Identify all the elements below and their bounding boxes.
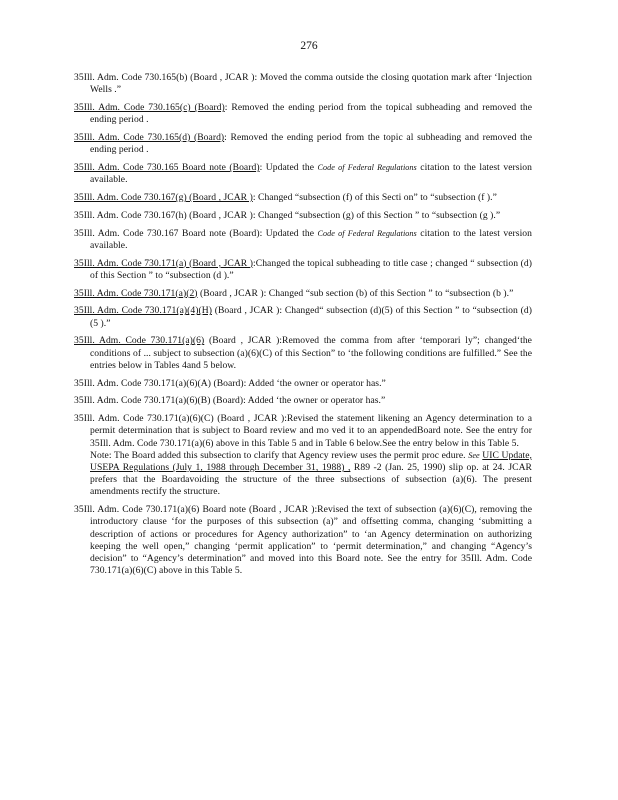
citation-reference: 35Ill. Adm. Code 730.165(c) (Board) bbox=[74, 102, 225, 113]
entry-text: : Removed the ending period from the topic al subheading and removed the ending period . bbox=[90, 132, 533, 156]
entry-text: 35Ill. Adm. Code 730.171(a)(6)(C) (Board , JCAR ):Revised the statement likening an Agency determination to a permit determination that is subject to Board review and mo ved it to an appendedBoard note. See the entry for 35Ill. Adm. Code 730.171(a)(6) above in this Table 5 and in Table 6 below.See the entry below in this Table 5. bbox=[74, 413, 532, 449]
amendment-entry bbox=[74, 305, 532, 329]
amendment-entry bbox=[74, 258, 532, 282]
entry-text: : Removed the ending period from the topical subheading and removed the ending period . bbox=[90, 102, 533, 126]
entry-text: Note: The Board added this subsection to clarify that Agency review uses the permit proc edure. bbox=[90, 449, 469, 461]
amendment-entry bbox=[74, 335, 532, 372]
amendment-entry bbox=[74, 395, 532, 407]
page-number: 276 bbox=[300, 40, 318, 52]
citation-reference: 35Ill. Adm. Code 730.167(g) (Board , JCAR ) bbox=[74, 192, 253, 203]
amendment-entry bbox=[74, 413, 532, 498]
entry-text: 35Ill. Adm. Code 730.171(a)(6)(B) (Board): Added ‘the owner or operator has.” bbox=[74, 395, 386, 407]
amendment-entry bbox=[74, 192, 532, 204]
amendment-entry bbox=[74, 288, 532, 300]
entry-text: citation to the latest version available. bbox=[90, 227, 532, 251]
entry-text: (Board , JCAR ): Changed“ subsection (d)(5) of this Section ” to “subsection (d)(5 ).” bbox=[90, 305, 532, 329]
amendment-entry bbox=[74, 102, 532, 126]
citation-reference: 35Ill. Adm. Code 730.171(a)(4)(H) bbox=[74, 305, 212, 317]
italic-term: Code of Federal Regulations bbox=[317, 163, 417, 172]
citation-reference: UIC Update, USEPA Regulations (July 1, 1988 through December 31, 1988) , bbox=[90, 449, 532, 473]
entry-text: : Changed “subsection (f) of this Secti on” to “subsection (f ).” bbox=[252, 192, 497, 203]
amendment-entry bbox=[74, 72, 532, 96]
entry-text: : Updated the bbox=[259, 162, 318, 173]
italic-term: See bbox=[468, 450, 480, 460]
entry-text: R89 -2 (Jan. 25, 1990) slip op. at 24. JCAR prefers that the Boardavoiding the structure of the three subsections of subsection (a)(6). The present amendments rectify the structure. bbox=[90, 462, 533, 498]
entry-text: 35Ill. Adm. Code 730.167(h) (Board , JCAR ): Changed “subsection (g) of this Section ” to “subsection (g ).” bbox=[74, 209, 501, 221]
entry-text: 35Ill. Adm. Code 730.171(a)(6) Board note (Board , JCAR ):Revised the text of subsection (a)(6)(C), removing the introductory clause ‘for the purposes of this subsection (a)” and offsetting comma, changing ‘submitting a description of actions or procedures for Agency authorization” to ‘an Agency determination on authorizing keeping the well open,” changing ‘permit application” to ‘permit determination,” and changing “Agency’s decision” to “Agency’s determination” and moved into this Board note. See the entry for 35Ill. Adm. Code 730.171(a)(6)(C) above in this Table 5. bbox=[74, 504, 532, 577]
entry-text: 35Ill. Adm. Code 730.165(b) (Board , JCAR ): Moved the comma outside the closing quotation mark after ‘Injection Wells .” bbox=[74, 72, 532, 96]
amendment-entry bbox=[74, 210, 532, 222]
amendment-entry bbox=[74, 228, 532, 252]
citation-reference: 35Ill. Adm. Code 730.165(d) (Board) bbox=[74, 132, 225, 143]
italic-term: Code of Federal Regulations bbox=[317, 228, 417, 238]
amendment-entry bbox=[74, 132, 532, 156]
entry-text: 35Ill. Adm. Code 730.171(a)(6)(A) (Board): Added ‘the owner or operator has.” bbox=[74, 377, 386, 389]
entry-text: citation to the latest version available. bbox=[90, 162, 532, 186]
citation-reference: 35Ill. Adm. Code 730.165 Board note (Board) bbox=[74, 162, 260, 173]
amendment-entry bbox=[74, 378, 532, 390]
citation-reference: 35Ill. Adm. Code 730.171(a)(6) bbox=[74, 335, 205, 347]
amendment-entries-list bbox=[74, 72, 532, 583]
entry-text: :Changed the topical subheading to title case ; changed “ subsection (d) of this Section ” to “subsection (d ).” bbox=[90, 257, 532, 281]
entry-text: 35Ill. Adm. Code 730.167 Board note (Board): Updated the bbox=[74, 227, 318, 239]
entry-text: (Board , JCAR ):Removed the comma from after ‘temporari ly”; changed‘the conditions of ... subject to subsection (a)(6)(C) of this Section” to ‘the following conditions are fulfilled.” See the entries below in Tables 4and 5 below. bbox=[90, 335, 532, 371]
entry-text: (Board , JCAR ): Changed “sub section (b) of this Section ” to “subsection (b ).” bbox=[197, 287, 514, 299]
amendment-entry bbox=[74, 504, 532, 577]
citation-reference: 35Ill. Adm. Code 730.171(a) (Board , JCAR ) bbox=[74, 257, 254, 269]
citation-reference: 35Ill. Adm. Code 730.171(a)(2) bbox=[74, 287, 198, 299]
amendment-entry bbox=[74, 162, 532, 186]
